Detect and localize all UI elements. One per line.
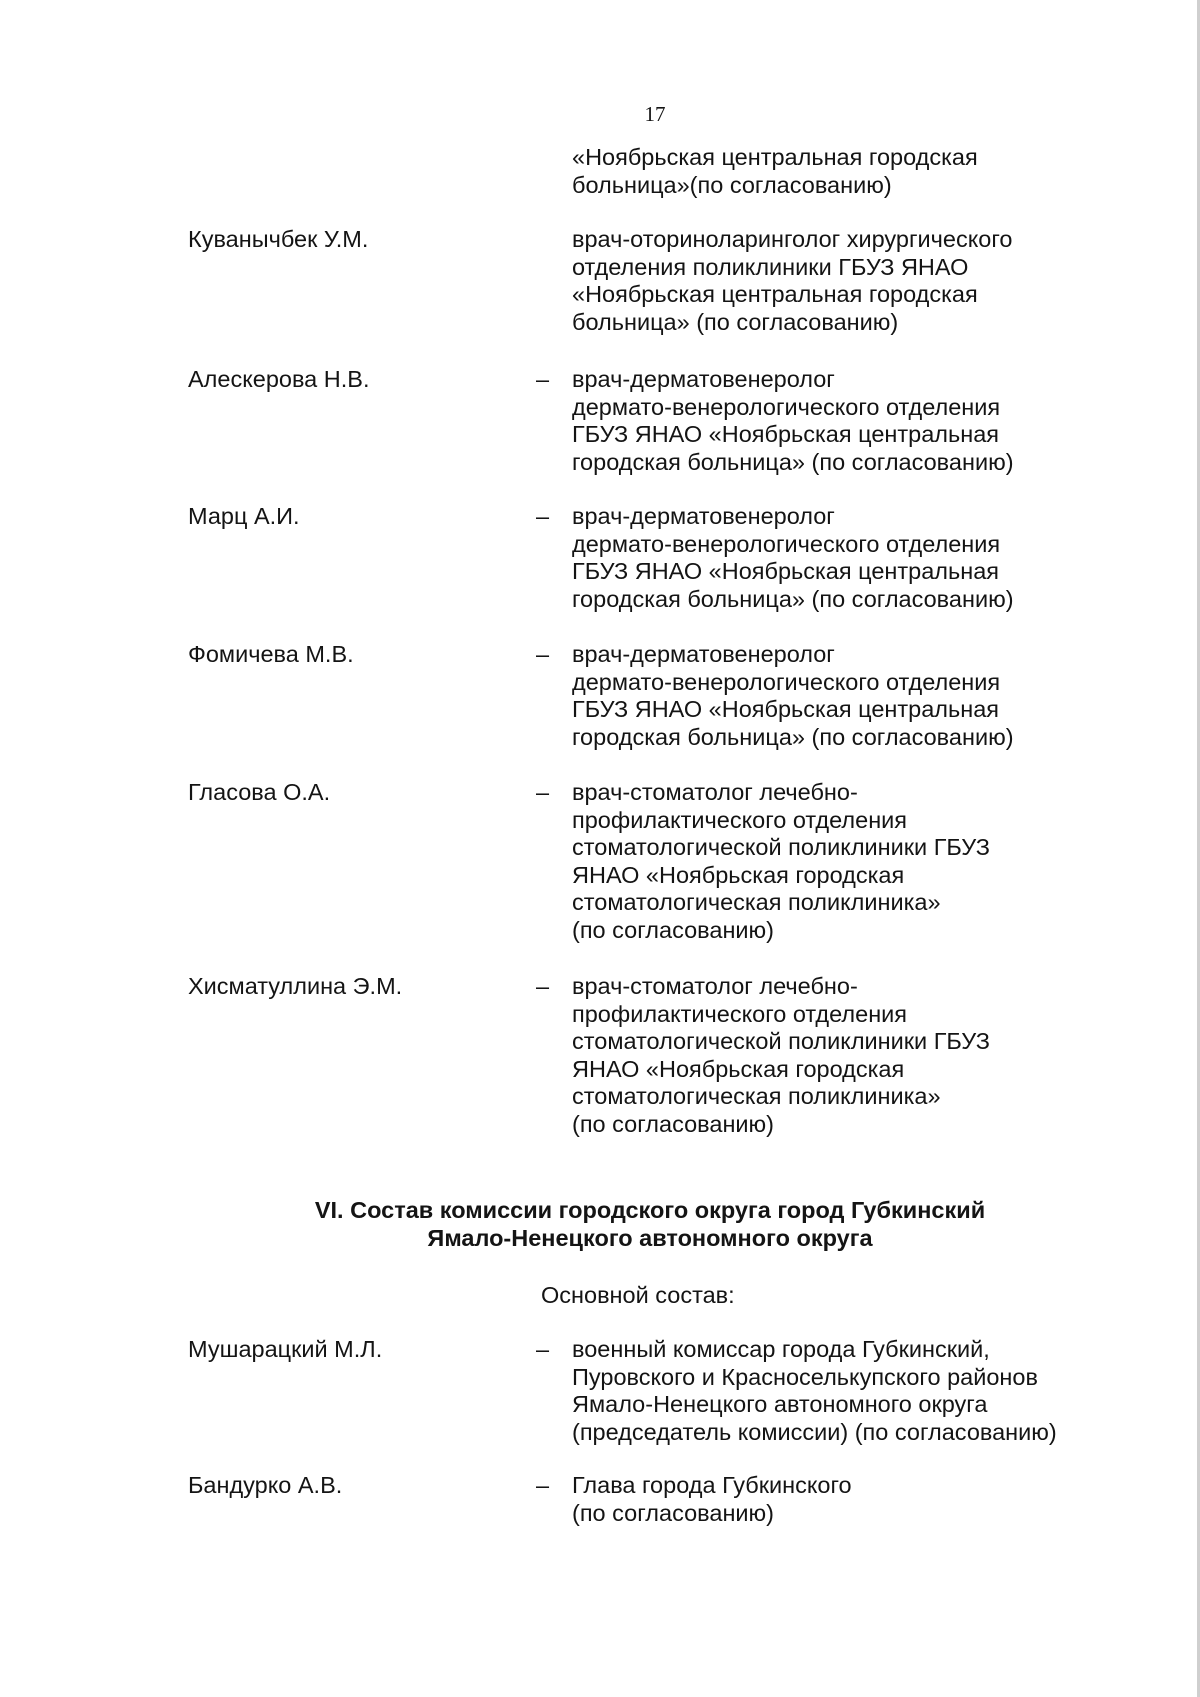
member-name: Хисматуллина Э.М. <box>188 973 403 999</box>
member-dash: – <box>536 1472 550 1498</box>
member-dash: – <box>536 366 550 392</box>
section-heading: VI. Состав комиссии городского округа город Губкинский Ямало-Ненецкого автономного округа <box>314 1197 986 1251</box>
member-name: Куванычбек У.М. <box>188 226 369 252</box>
member-position: врач-дерматовенеролог дермато-венерологического отделения ГБУЗ ЯНАО «Ноябрьская центральная городская больница» (по согласованию) <box>572 641 1014 750</box>
member-position: врач-дерматовенеролог дермато-венерологического отделения ГБУЗ ЯНАО «Ноябрьская центральная городская больница» (по согласованию) <box>572 503 1014 612</box>
member-position: врач-стоматолог лечебно- профилактического отделения стоматологической поликлиники ГБУЗ ЯНАО «Ноябрьская городская стоматологическая поликлиника» (по согласованию) <box>572 973 990 1137</box>
page-number: 17 <box>644 102 666 126</box>
member-name: Гласова О.А. <box>188 779 331 805</box>
member-name: Мушарацкий М.Л. <box>188 1336 383 1362</box>
member-position: Глава города Губкинского (по согласованию) <box>572 1472 852 1526</box>
member-dash: – <box>536 973 550 999</box>
member-position: военный комиссар города Губкинский, Пуровского и Красноселькупского районов Ямало-Ненецкого автономного округа (председатель комиссии) (по согласованию) <box>572 1336 1057 1445</box>
section-subheading: Основной состав: <box>541 1282 735 1308</box>
member-name: Бандурко А.В. <box>188 1472 343 1498</box>
member-dash: – <box>536 779 550 805</box>
member-position: врач-оториноларинголог хирургического отделения поликлиники ГБУЗ ЯНАО «Ноябрьская центральная городская больница» (по согласованию) <box>572 226 1013 335</box>
member-dash: – <box>536 503 550 529</box>
member-dash: – <box>536 641 550 667</box>
continuation-text: «Ноябрьская центральная городская больница»(по согласованию) <box>572 144 978 198</box>
member-dash: – <box>536 1336 550 1362</box>
member-position: врач-дерматовенеролог дермато-венерологического отделения ГБУЗ ЯНАО «Ноябрьская центральная городская больница» (по согласованию) <box>572 366 1014 475</box>
member-name: Марц А.И. <box>188 503 300 529</box>
member-name: Алескерова Н.В. <box>188 366 370 392</box>
member-name: Фомичева М.В. <box>188 641 354 667</box>
member-position: врач-стоматолог лечебно- профилактического отделения стоматологической поликлиники ГБУЗ ЯНАО «Ноябрьская городская стоматологическая поликлиника» (по согласованию) <box>572 779 990 943</box>
